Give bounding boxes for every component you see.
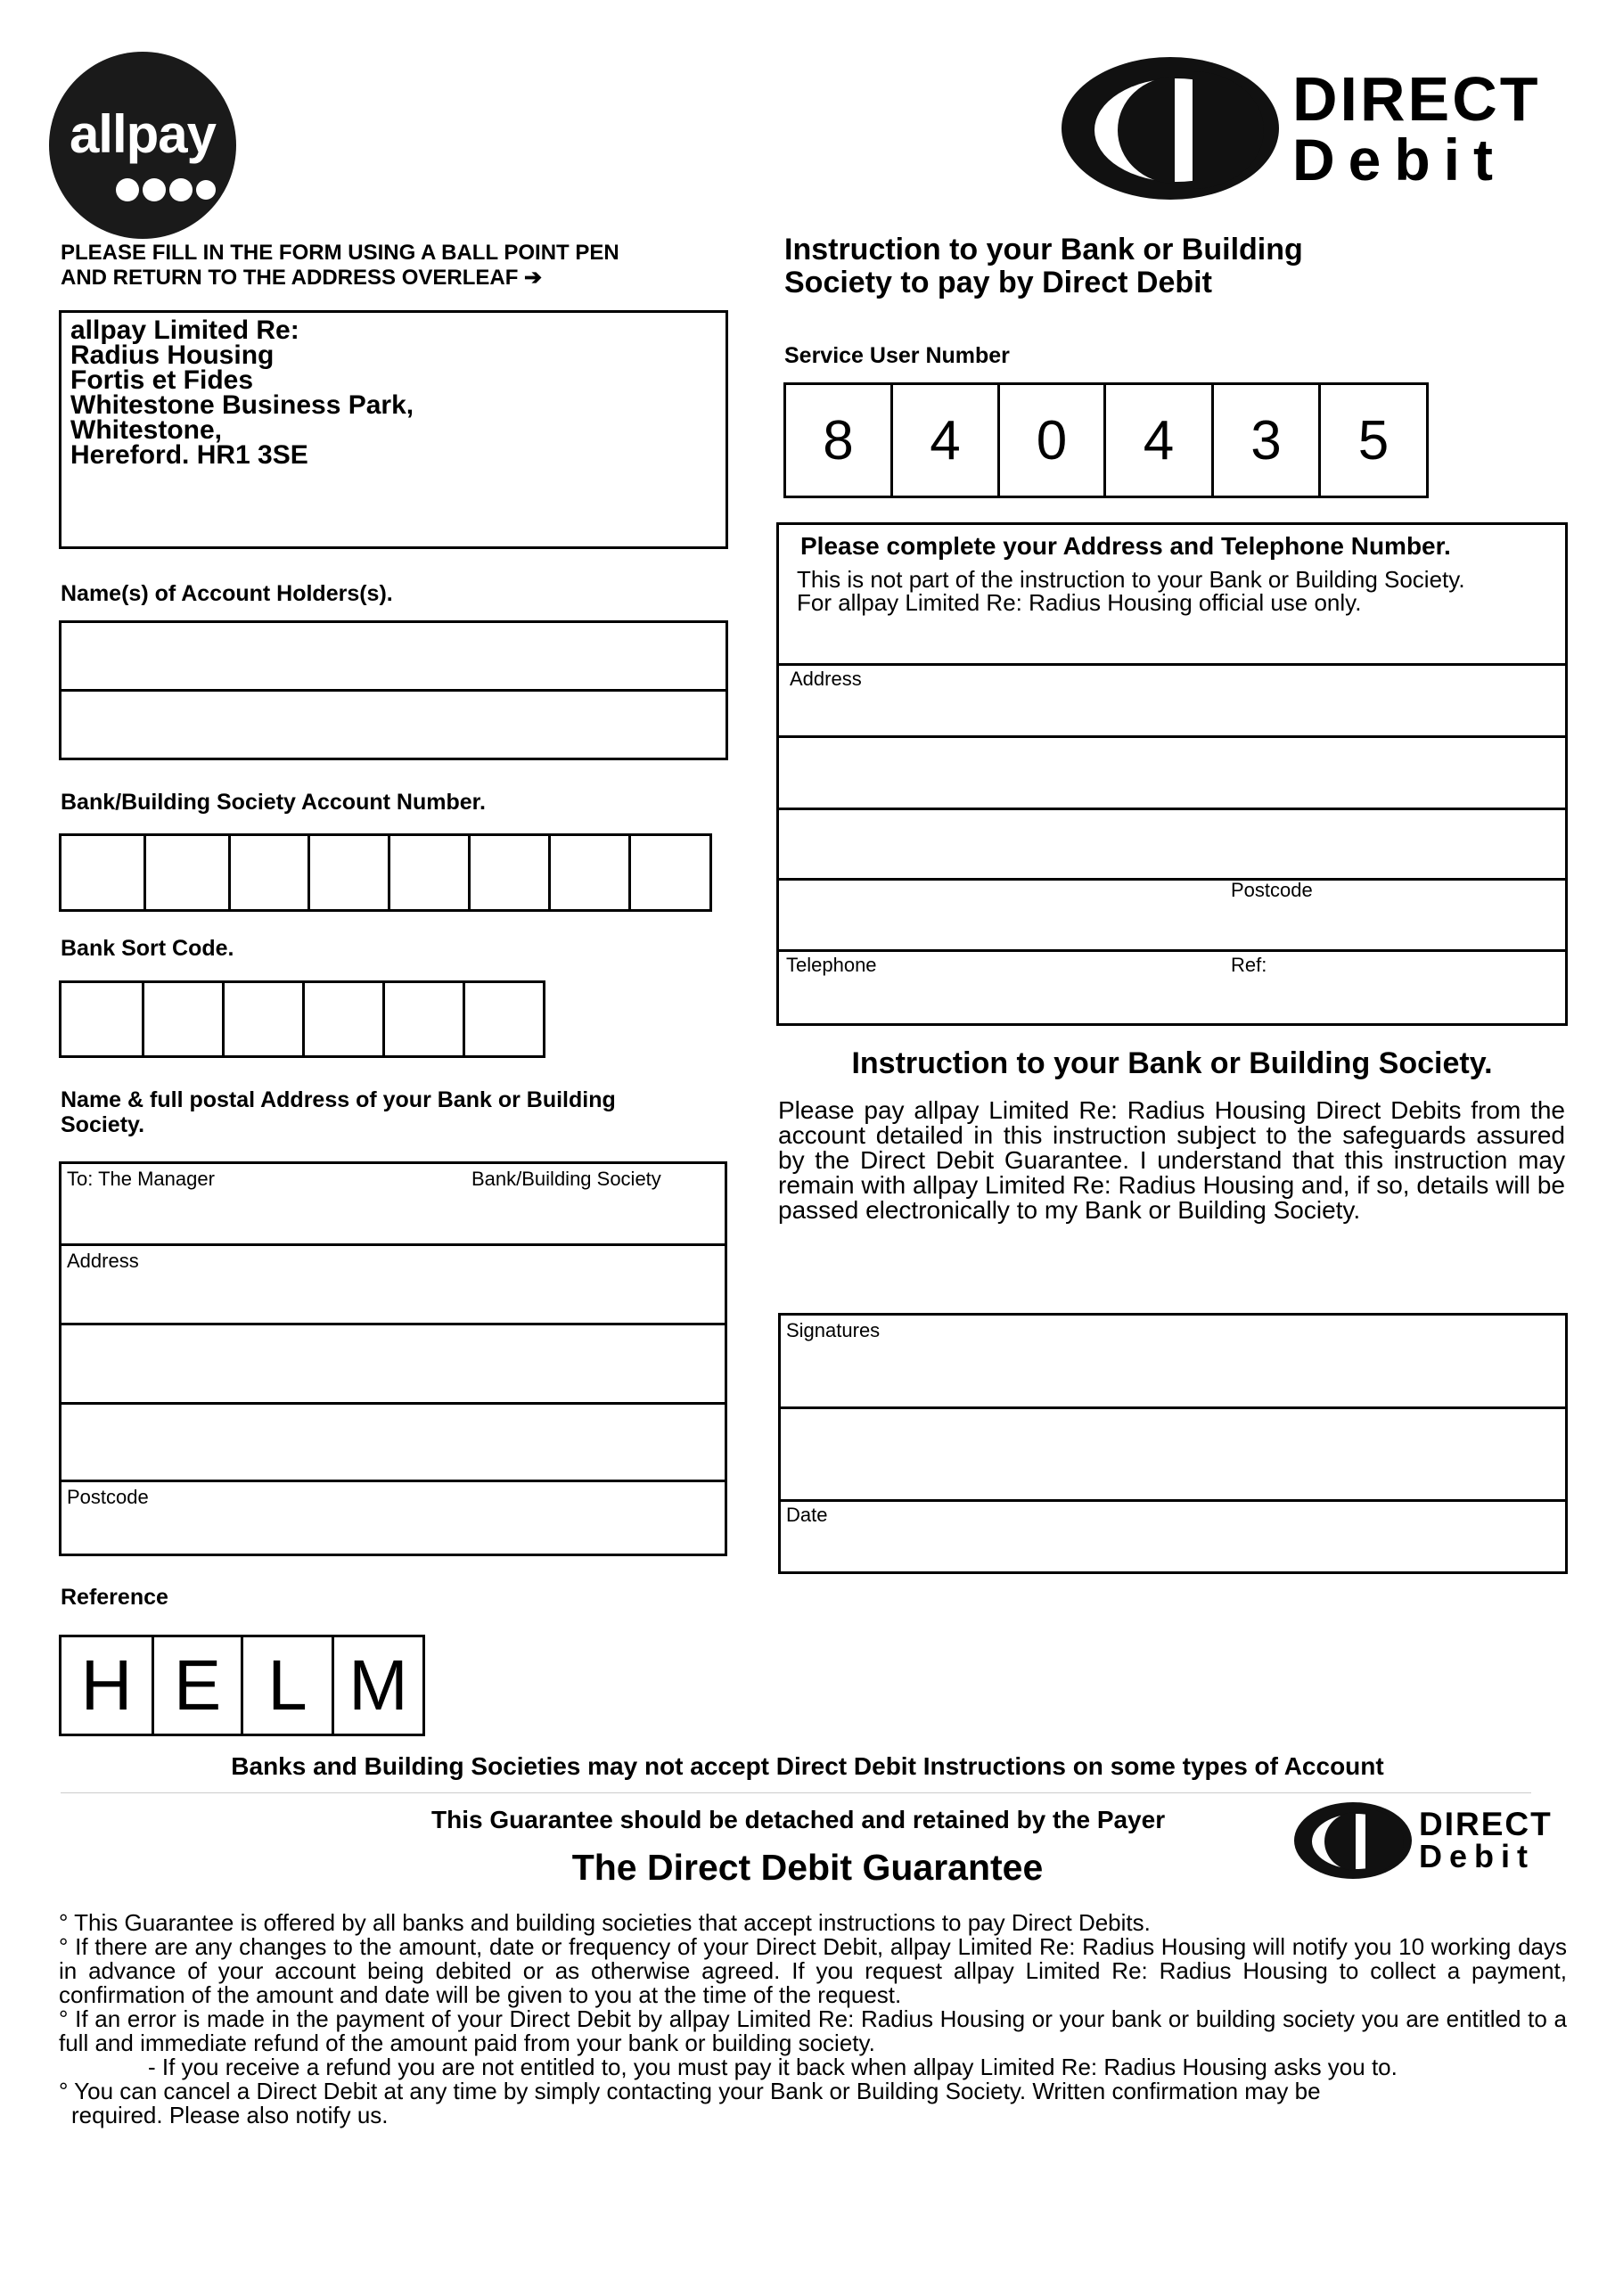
service-user-label: Service User Number — [784, 343, 1010, 368]
service-user-digit: 4 — [1106, 385, 1214, 496]
account-number-digit[interactable] — [310, 836, 390, 909]
telephone-field[interactable] — [779, 952, 1565, 1023]
reference-label: Reference — [61, 1585, 168, 1610]
banks-note: Banks and Building Societies may not accept Direct Debit Instructions on some types of Account — [231, 1752, 1384, 1780]
account-holders-box — [59, 620, 728, 760]
payer-address-field-3[interactable] — [779, 810, 1565, 878]
account-number-digit[interactable] — [146, 836, 231, 909]
return-address-line: Hereford. HR1 3SE — [70, 440, 308, 470]
return-address-line: Whitestone Business Park, — [70, 390, 414, 420]
guarantee-title: The Direct Debit Guarantee — [571, 1847, 1044, 1888]
account-number-digit[interactable] — [551, 836, 631, 909]
date-field[interactable] — [781, 1502, 1565, 1571]
direct-debit-small-line2: Debit — [1419, 1838, 1535, 1874]
reference-boxes — [59, 1635, 425, 1736]
direct-debit-logo-line2: Debit — [1292, 127, 1506, 193]
service-user-digit: 5 — [1357, 409, 1390, 472]
intro-line-1: PLEASE FILL IN THE FORM USING A BALL POINT PEN — [61, 241, 619, 265]
bank-building-society-label: Bank/Building Society — [471, 1168, 661, 1190]
account-holder-field-2[interactable] — [61, 692, 726, 758]
guarantee-point-2: ° If there are any changes to the amount, date or frequency of your Direct Debit, allpay Limited Re: Radius Housing will notify you 10 working days in advance of your account being debited or as otherwise agreed. If you request allpay Limited Re: Radius Housing to collect a payment, confirmation of the amount and date will be given to you at the time of the request. — [59, 1933, 1567, 2008]
guarantee-point-4: - If you receive a refund you are not entitled to, you must pay it back when allpay Limited Re: Radius Housing asks you to. — [148, 2054, 1398, 2080]
account-number-label: Bank/Building Society Account Number. — [61, 790, 486, 815]
bank-address-field-1[interactable] — [61, 1246, 725, 1323]
payer-postcode-label: Postcode — [1231, 879, 1313, 901]
direct-debit-symbol-icon — [1059, 55, 1282, 202]
sort-code-digit[interactable] — [385, 983, 465, 1055]
allpay-logo — [49, 52, 236, 239]
sort-code-digit[interactable] — [61, 983, 144, 1055]
guarantee-point-1: ° This Guarantee is offered by all banks and building societies that accept instructions to pay Direct Debits. — [59, 1909, 1151, 1936]
service-user-number-boxes — [783, 382, 1429, 498]
sort-code-digit[interactable] — [465, 983, 543, 1055]
intro-line-2: AND RETURN TO THE ADDRESS OVERLEAF ➔ — [61, 266, 543, 290]
sort-code-digit[interactable] — [225, 983, 305, 1055]
account-number-digit[interactable] — [390, 836, 471, 909]
instruction-title: Instruction to your Bank or Building Society. — [851, 1046, 1493, 1080]
bank-address-label: Name & full postal Address of your Bank or Building Society. — [61, 1087, 616, 1137]
telephone-label: Telephone — [786, 954, 877, 976]
to-manager-field[interactable] — [61, 1164, 725, 1243]
instruction-heading — [784, 234, 1303, 299]
bank-address-label-text: Address — [67, 1250, 139, 1272]
account-number-digit[interactable] — [471, 836, 551, 909]
account-number-digit[interactable] — [231, 836, 310, 909]
instruction-heading-line-1: Instruction to your Bank or Building — [784, 233, 1303, 266]
account-number-digit[interactable] — [61, 836, 146, 909]
account-number-digit[interactable] — [631, 836, 709, 909]
return-address-line: Fortis et Fides — [70, 365, 254, 395]
account-holders-label: Name(s) of Account Holders(s). — [61, 581, 393, 606]
to-manager-label: To: The Manager — [67, 1168, 215, 1190]
service-user-digit: 3 — [1214, 385, 1321, 496]
signatures-label: Signatures — [786, 1319, 881, 1341]
guarantee-point-3: ° If an error is made in the payment of your Direct Debit by allpay Limited Re: Radius Housing or your bank or building society you are entitled to a full and immediate refund of the amount paid from your bank or building society. — [59, 2005, 1567, 2056]
sort-code-label: Bank Sort Code. — [61, 936, 234, 961]
service-user-digit: 0 — [1000, 385, 1106, 496]
complete-title: Please complete your Address and Telephone Number. — [800, 532, 1451, 560]
sort-code-boxes — [59, 980, 545, 1058]
direct-debit-logo-line1: DIRECT — [1292, 64, 1541, 134]
sort-code-digit[interactable] — [144, 983, 225, 1055]
bank-address-field-2[interactable] — [61, 1325, 725, 1402]
instruction-heading-line-2: Society to pay by Direct Debit — [784, 266, 1212, 299]
payer-address-box — [776, 522, 1568, 1026]
return-address-line: Radius Housing — [70, 340, 275, 370]
return-address-line: Whitestone, — [70, 415, 222, 445]
guarantee-point-5b: required. Please also notify us. — [71, 2102, 389, 2128]
signature-box — [778, 1313, 1568, 1574]
complete-line-2: For allpay Limited Re: Radius Housing official use only. — [797, 589, 1362, 616]
reference-letter: E — [154, 1637, 243, 1734]
payer-address-field-2[interactable] — [779, 738, 1565, 808]
account-number-boxes — [59, 833, 712, 912]
guarantee-text — [59, 1911, 1567, 2128]
detach-note: This Guarantee should be detached and retained by the Payer — [431, 1806, 1166, 1833]
sort-code-digit[interactable] — [305, 983, 385, 1055]
complete-line-1: This is not part of the instruction to your Bank or Building Society. — [797, 566, 1465, 593]
payer-postcode-field[interactable] — [779, 881, 1565, 949]
reference-letter: L — [243, 1637, 334, 1734]
guarantee-separator — [61, 1792, 1531, 1793]
allpay-dots-icon — [113, 175, 220, 205]
return-address-line: allpay Limited Re: — [70, 316, 299, 345]
signature-field-2[interactable] — [781, 1409, 1565, 1499]
direct-debit-logo — [1059, 55, 1567, 202]
service-user-digit: 4 — [893, 385, 1000, 496]
payer-address-label: Address — [790, 668, 862, 690]
ref-label: Ref: — [1231, 954, 1267, 976]
allpay-logo-text: allpay — [69, 104, 217, 164]
payer-address-field-1[interactable] — [779, 666, 1565, 735]
intro-text — [61, 241, 619, 291]
reference-letter: H — [61, 1637, 154, 1734]
date-label: Date — [786, 1504, 828, 1526]
bank-address-box — [59, 1161, 727, 1556]
instruction-text: Please pay allpay Limited Re: Radius Housing Direct Debits from the account detailed in this instruction subject to the safeguards assured by the Direct Debit Guarantee. I understand that this instruction may remain with allpay Limited Re: Radius Housing and, if so, details will be passed electronically to my Bank or Building Society. — [778, 1096, 1565, 1224]
direct-debit-small-line1: DIRECT — [1419, 1806, 1553, 1842]
guarantee-point-5a: ° You can cancel a Direct Debit at any time by simply contacting your Bank or Building Society. Written confirmation may be — [59, 2078, 1321, 2104]
signature-field-1[interactable] — [781, 1316, 1565, 1406]
bank-address-field-3[interactable] — [61, 1405, 725, 1480]
bank-postcode-field[interactable] — [61, 1482, 725, 1554]
return-address-box — [59, 310, 728, 549]
reference-letter: M — [348, 1645, 408, 1725]
service-user-digit: 8 — [786, 385, 893, 496]
bank-postcode-label: Postcode — [67, 1486, 149, 1508]
account-holder-field-1[interactable] — [61, 623, 726, 689]
